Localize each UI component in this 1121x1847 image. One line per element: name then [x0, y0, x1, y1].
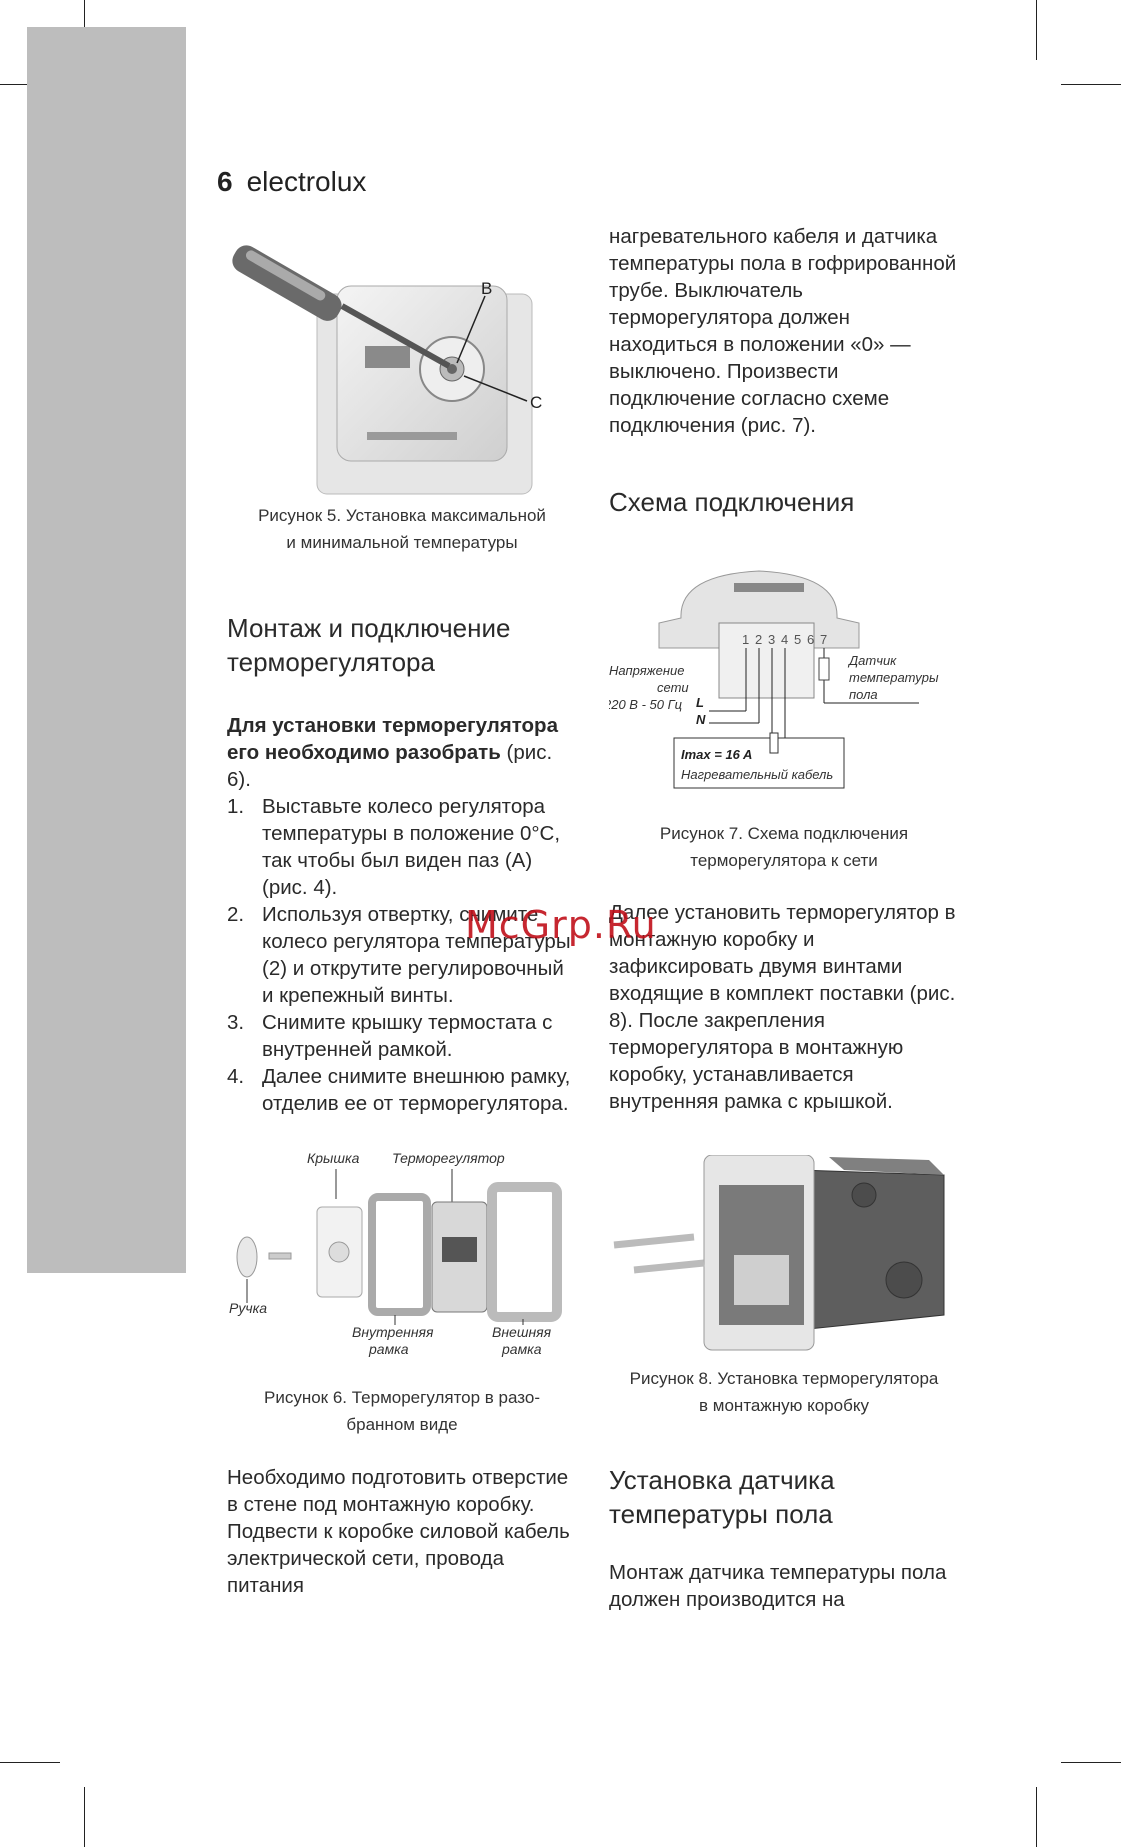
list-item: 3. Снимите крышку термостата с внутренней рамкой.	[227, 1011, 553, 1061]
terminal-6: 6	[807, 632, 815, 647]
wiring-diagram	[609, 563, 959, 793]
page-header	[217, 166, 366, 198]
mounting-intro: Для установки терморегулятора его необходимо разобрать (рис. 6).	[227, 714, 558, 791]
terminal-4: 4	[781, 632, 789, 647]
svg-text:рамка: рамка	[502, 1341, 542, 1357]
figure-8	[609, 1155, 959, 1360]
thermostat-screwdriver-illustration	[227, 236, 577, 496]
section-title-scheme: Схема подключения	[609, 487, 855, 517]
exploded-view-illustration	[227, 1147, 577, 1357]
figure-6-caption: Рисунок 6. Терморегулятор в разо- бранном виде	[263, 1388, 540, 1434]
list-item: 1. Выставьте колесо регулятора температуры в положение 0°С, так чтобы был виден паз (А) (рис. 4).	[227, 795, 561, 899]
crop-mark	[0, 1762, 60, 1763]
label-inner-frame: Внутренняя	[352, 1324, 434, 1340]
display-slot	[365, 346, 410, 368]
label-outer-frame: Внешняя	[492, 1324, 552, 1340]
label-knob: Ручка	[229, 1300, 267, 1316]
crop-mark	[84, 1787, 85, 1847]
svg-text:пола: пола	[849, 687, 878, 702]
right-middle-paragraph: Далее установить терморегулятор в монтажную коробку и зафиксировать двумя винтами входящие в комплект поставки (рис. 8). После закрепления терморегулятора в монтажную коробку, устанавливается внутренняя рамка с крышкой.	[609, 901, 956, 1113]
crop-mark	[1036, 0, 1037, 60]
mounting-steps	[227, 793, 577, 1117]
figure-8-caption: Рисунок 8. Установка терморегулятора в монтажную коробку	[629, 1369, 939, 1415]
crop-mark	[1061, 1762, 1121, 1763]
terminal-5: 5	[794, 632, 802, 647]
section-title-sensor: Установка датчика температуры пола	[609, 1465, 835, 1529]
wire-l-label: L	[696, 695, 704, 710]
svg-text:температуры: температуры	[849, 670, 939, 685]
label-cover: Крышка	[307, 1150, 360, 1166]
list-item: 4. Далее снимите внешнюю рамку, отделив ее от терморегулятора.	[227, 1065, 571, 1115]
right-column	[609, 223, 959, 1613]
knob-icon	[237, 1237, 257, 1277]
page-number: 6	[217, 166, 233, 197]
voltage-label: Напряжение	[609, 663, 685, 678]
outer-frame-icon	[492, 1187, 557, 1317]
figure-5-caption: Рисунок 5. Установка максимальной и минимальной температуры	[258, 506, 546, 552]
svg-text:сети: сети	[657, 680, 689, 695]
callout-b: B	[481, 279, 493, 298]
brand-name: electrolux	[246, 166, 367, 197]
list-item: 2. Используя отвертку, снимите колесо регулятора температуры (2) и открутите регулировочный и крепежный винты.	[227, 903, 571, 1007]
wire-n-label: N	[696, 712, 706, 727]
inner-frame-icon	[372, 1197, 427, 1312]
sensor-paragraph: Монтаж датчика температуры пола должен производится на	[609, 1561, 947, 1611]
figure-7	[609, 563, 959, 798]
callout-c: C	[530, 393, 543, 412]
sensor-label: Датчик	[849, 653, 897, 668]
label-thermostat: Терморегулятор	[392, 1150, 505, 1166]
right-top-paragraph: нагревательного кабеля и датчика температуры пола в гофрированной трубе. Выключатель терморегулятора должен находиться в положении «0» — выключено. Произвести подключение согласно схеме подключения (рис. 7).	[609, 225, 957, 437]
watermark: McGrp.Ru	[465, 903, 657, 947]
terminal-1: 1	[742, 632, 750, 647]
heating-cable-label: Нагревательный кабель	[681, 767, 834, 782]
svg-text:рамка: рамка	[369, 1341, 409, 1357]
crop-mark	[1061, 84, 1121, 85]
gray-side-band	[27, 27, 186, 1273]
screw-icon	[614, 1237, 704, 1270]
mounting-box-illustration	[609, 1155, 959, 1355]
terminal-2: 2	[755, 632, 763, 647]
section-title-mounting: Монтаж и подключение терморегулятора	[227, 613, 511, 677]
vent-grille	[367, 432, 457, 440]
figure-7-caption: Рисунок 7. Схема подключения терморегулятора к сети	[659, 824, 909, 870]
terminal-7: 7	[820, 632, 828, 647]
figure-6	[227, 1147, 577, 1362]
svg-text:220 В - 50 Гц: 220 В - 50 Гц	[609, 697, 683, 712]
crop-mark	[1036, 1787, 1037, 1847]
imax-label: Imax = 16 A	[681, 747, 753, 762]
left-bottom-paragraph: Необходимо подготовить отверстие в стене под монтажную коробку. Подвести к коробке силовой кабель электрической сети, провода питания	[227, 1466, 570, 1597]
terminal-3: 3	[768, 632, 776, 647]
figure-5	[227, 236, 577, 496]
